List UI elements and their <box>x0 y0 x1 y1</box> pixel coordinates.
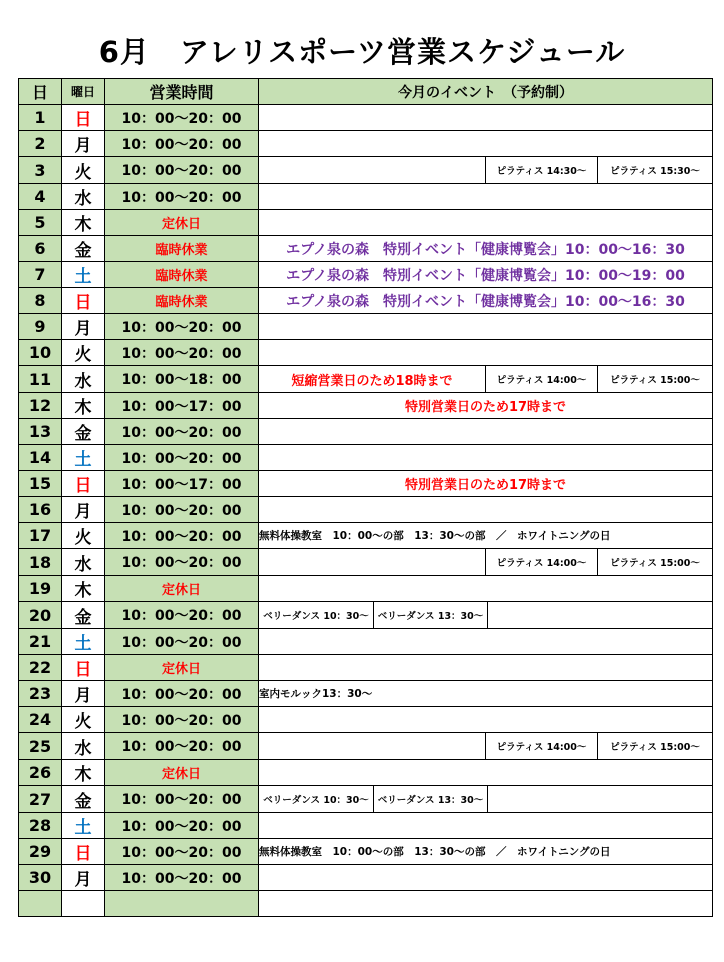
day-cell: 10 <box>19 340 62 366</box>
header-hours: 営業時間 <box>105 79 259 105</box>
dow-cell: 水 <box>62 549 105 576</box>
hours-cell: 定休日 <box>105 210 259 236</box>
event-cell <box>259 629 713 655</box>
dow-cell: 水 <box>62 366 105 393</box>
event-slot: ピラティス 14:30～ <box>485 157 597 183</box>
table-row <box>19 576 713 602</box>
day-cell: 20 <box>19 602 62 629</box>
day-cell: 9 <box>19 314 62 340</box>
hours-cell: 10：00～20：00 <box>105 786 259 813</box>
event-cell <box>259 157 713 184</box>
dow-cell: 月 <box>62 865 105 891</box>
hours-cell: 定休日 <box>105 760 259 786</box>
dow-cell: 木 <box>62 760 105 786</box>
dow-cell: 日 <box>62 839 105 865</box>
hours-cell: 10：00～20：00 <box>105 340 259 366</box>
event-split <box>259 366 712 392</box>
hours-cell: 10：00～20：00 <box>105 445 259 471</box>
table-row <box>19 105 713 131</box>
header-event: 今月のイベント （予約制） <box>259 79 713 105</box>
day-cell: 23 <box>19 681 62 707</box>
event-note <box>259 733 485 759</box>
event-cell <box>259 497 713 523</box>
dow-cell: 水 <box>62 184 105 210</box>
hours-cell: 10：00～20：00 <box>105 629 259 655</box>
day-cell: 25 <box>19 733 62 760</box>
dow-cell: 金 <box>62 419 105 445</box>
dow-cell: 土 <box>62 445 105 471</box>
table-row <box>19 445 713 471</box>
event-cell <box>259 184 713 210</box>
table-row <box>19 340 713 366</box>
hours-cell: 10：00～17：00 <box>105 471 259 497</box>
hours-cell: 定休日 <box>105 576 259 602</box>
dow-cell: 金 <box>62 602 105 629</box>
table-row <box>19 733 713 760</box>
day-cell: 28 <box>19 813 62 839</box>
event-split <box>259 733 712 759</box>
day-cell: 18 <box>19 549 62 576</box>
table-row <box>19 157 713 184</box>
table-row <box>19 655 713 681</box>
hours-cell: 臨時休業 <box>105 262 259 288</box>
hours-cell: 10：00～17：00 <box>105 393 259 419</box>
hours-cell: 10：00～20：00 <box>105 549 259 576</box>
dow-cell: 火 <box>62 340 105 366</box>
dow-cell: 火 <box>62 707 105 733</box>
event-cell: 無料体操教室 10：00～の部 13：30～の部 ／ ホワイトニングの日 <box>259 523 713 549</box>
day-cell: 26 <box>19 760 62 786</box>
hours-cell: 10：00～20：00 <box>105 497 259 523</box>
table-row <box>19 839 713 865</box>
event-cell <box>259 733 713 760</box>
event-split <box>259 786 712 812</box>
table-row <box>19 471 713 497</box>
dow-cell-empty <box>62 891 105 917</box>
event-cell <box>259 131 713 157</box>
event-slot: ピラティス 15:30～ <box>597 157 712 183</box>
hours-cell-empty <box>105 891 259 917</box>
day-cell: 12 <box>19 393 62 419</box>
event-cell <box>259 655 713 681</box>
day-cell: 3 <box>19 157 62 184</box>
event-split <box>259 602 712 628</box>
table-row <box>19 865 713 891</box>
table-row <box>19 523 713 549</box>
day-cell: 15 <box>19 471 62 497</box>
table-row <box>19 629 713 655</box>
table-row <box>19 131 713 157</box>
day-cell: 11 <box>19 366 62 393</box>
schedule-table <box>18 78 713 917</box>
event-cell <box>259 210 713 236</box>
event-cell: エプノ泉の森 特別イベント「健康博覧会」10：00～19：00 <box>259 262 713 288</box>
event-cell: 特別営業日のため17時まで <box>259 393 713 419</box>
dow-cell: 月 <box>62 497 105 523</box>
hours-cell: 10：00～20：00 <box>105 733 259 760</box>
table-row <box>19 236 713 262</box>
event-cell <box>259 576 713 602</box>
dow-cell: 月 <box>62 314 105 340</box>
event-cell <box>259 105 713 131</box>
event-slot: ピラティス 15:00～ <box>597 549 712 575</box>
event-cell: エプノ泉の森 特別イベント「健康博覧会」10：00～16：30 <box>259 236 713 262</box>
table-row-empty <box>19 891 713 917</box>
dow-cell: 金 <box>62 786 105 813</box>
event-slot: ベリーダンス 13：30～ <box>373 602 487 628</box>
day-cell: 8 <box>19 288 62 314</box>
hours-cell: 10：00～20：00 <box>105 707 259 733</box>
day-cell: 29 <box>19 839 62 865</box>
table-row <box>19 314 713 340</box>
hours-cell: 10：00～20：00 <box>105 839 259 865</box>
day-cell: 27 <box>19 786 62 813</box>
event-cell <box>259 786 713 813</box>
dow-cell: 土 <box>62 262 105 288</box>
event-cell: 室内モルック13：30～ <box>259 681 713 707</box>
dow-cell: 木 <box>62 210 105 236</box>
event-note: 短縮営業日のため18時まで <box>291 373 453 389</box>
event-cell <box>259 314 713 340</box>
dow-cell: 日 <box>62 655 105 681</box>
hours-cell: 臨時休業 <box>105 236 259 262</box>
dow-cell: 日 <box>62 471 105 497</box>
dow-cell: 金 <box>62 236 105 262</box>
header-day: 日 <box>19 79 62 105</box>
table-row <box>19 681 713 707</box>
hours-cell: 10：00～18：00 <box>105 366 259 393</box>
event-note <box>259 549 485 575</box>
event-cell <box>259 549 713 576</box>
dow-cell: 木 <box>62 576 105 602</box>
hours-cell: 10：00～20：00 <box>105 523 259 549</box>
event-slot: ピラティス 15:00～ <box>597 733 712 759</box>
table-row <box>19 393 713 419</box>
header-dow: 曜日 <box>62 79 105 105</box>
hours-cell: 10：00～20：00 <box>105 865 259 891</box>
event-cell-empty <box>259 891 713 917</box>
day-cell: 16 <box>19 497 62 523</box>
hours-cell: 10：00～20：00 <box>105 157 259 184</box>
event-slot: ベリーダンス 10：30～ <box>263 611 369 622</box>
hours-cell: 10：00～20：00 <box>105 131 259 157</box>
day-cell: 30 <box>19 865 62 891</box>
event-split <box>259 157 712 183</box>
table-row <box>19 707 713 733</box>
event-slot: ピラティス 14:00～ <box>485 366 597 392</box>
hours-cell: 臨時休業 <box>105 288 259 314</box>
event-slot: ベリーダンス 13：30～ <box>373 786 487 812</box>
day-cell-empty <box>19 891 62 917</box>
table-row <box>19 288 713 314</box>
dow-cell: 木 <box>62 393 105 419</box>
event-cell <box>259 760 713 786</box>
event-slot: ピラティス 14:00～ <box>485 733 597 759</box>
event-note <box>259 157 485 183</box>
day-cell: 19 <box>19 576 62 602</box>
page-title: 6月 アレリスポーツ営業スケジュール <box>98 35 626 69</box>
table-row <box>19 184 713 210</box>
table-row <box>19 497 713 523</box>
hours-cell: 10：00～20：00 <box>105 813 259 839</box>
table-row <box>19 549 713 576</box>
header-row <box>19 79 713 105</box>
event-cell: エプノ泉の森 特別イベント「健康博覧会」10：00～16：30 <box>259 288 713 314</box>
dow-cell: 土 <box>62 629 105 655</box>
event-slot-empty <box>487 602 712 628</box>
day-cell: 17 <box>19 523 62 549</box>
day-cell: 22 <box>19 655 62 681</box>
table-row <box>19 419 713 445</box>
dow-cell: 日 <box>62 105 105 131</box>
table-row <box>19 786 713 813</box>
hours-cell: 10：00～20：00 <box>105 105 259 131</box>
dow-cell: 火 <box>62 523 105 549</box>
dow-cell: 月 <box>62 681 105 707</box>
dow-cell: 日 <box>62 288 105 314</box>
day-cell: 7 <box>19 262 62 288</box>
day-cell: 4 <box>19 184 62 210</box>
event-cell <box>259 366 713 393</box>
event-split <box>259 549 712 575</box>
event-cell <box>259 707 713 733</box>
event-slot-empty <box>487 786 712 812</box>
table-row <box>19 760 713 786</box>
event-cell <box>259 445 713 471</box>
hours-cell: 10：00～20：00 <box>105 314 259 340</box>
day-cell: 1 <box>19 105 62 131</box>
day-cell: 13 <box>19 419 62 445</box>
table-row <box>19 210 713 236</box>
table-row <box>19 813 713 839</box>
event-cell <box>259 602 713 629</box>
hours-cell: 10：00～20：00 <box>105 602 259 629</box>
table-row <box>19 602 713 629</box>
event-slot: ベリーダンス 10：30～ <box>263 795 369 806</box>
table-row <box>19 262 713 288</box>
dow-cell: 火 <box>62 157 105 184</box>
day-cell: 5 <box>19 210 62 236</box>
dow-cell: 土 <box>62 813 105 839</box>
event-cell <box>259 813 713 839</box>
hours-cell: 定休日 <box>105 655 259 681</box>
day-cell: 14 <box>19 445 62 471</box>
event-cell <box>259 419 713 445</box>
day-cell: 21 <box>19 629 62 655</box>
event-cell: 特別営業日のため17時まで <box>259 471 713 497</box>
hours-cell: 10：00～20：00 <box>105 184 259 210</box>
event-cell <box>259 340 713 366</box>
table-row <box>19 366 713 393</box>
event-cell <box>259 865 713 891</box>
event-slot: ピラティス 15:00～ <box>597 366 712 392</box>
dow-cell: 水 <box>62 733 105 760</box>
day-cell: 24 <box>19 707 62 733</box>
hours-cell: 10：00～20：00 <box>105 681 259 707</box>
hours-cell: 10：00～20：00 <box>105 419 259 445</box>
day-cell: 6 <box>19 236 62 262</box>
event-slot: ピラティス 14:00～ <box>485 549 597 575</box>
dow-cell: 月 <box>62 131 105 157</box>
day-cell: 2 <box>19 131 62 157</box>
event-cell: 無料体操教室 10：00～の部 13：30～の部 ／ ホワイトニングの日 <box>259 839 713 865</box>
